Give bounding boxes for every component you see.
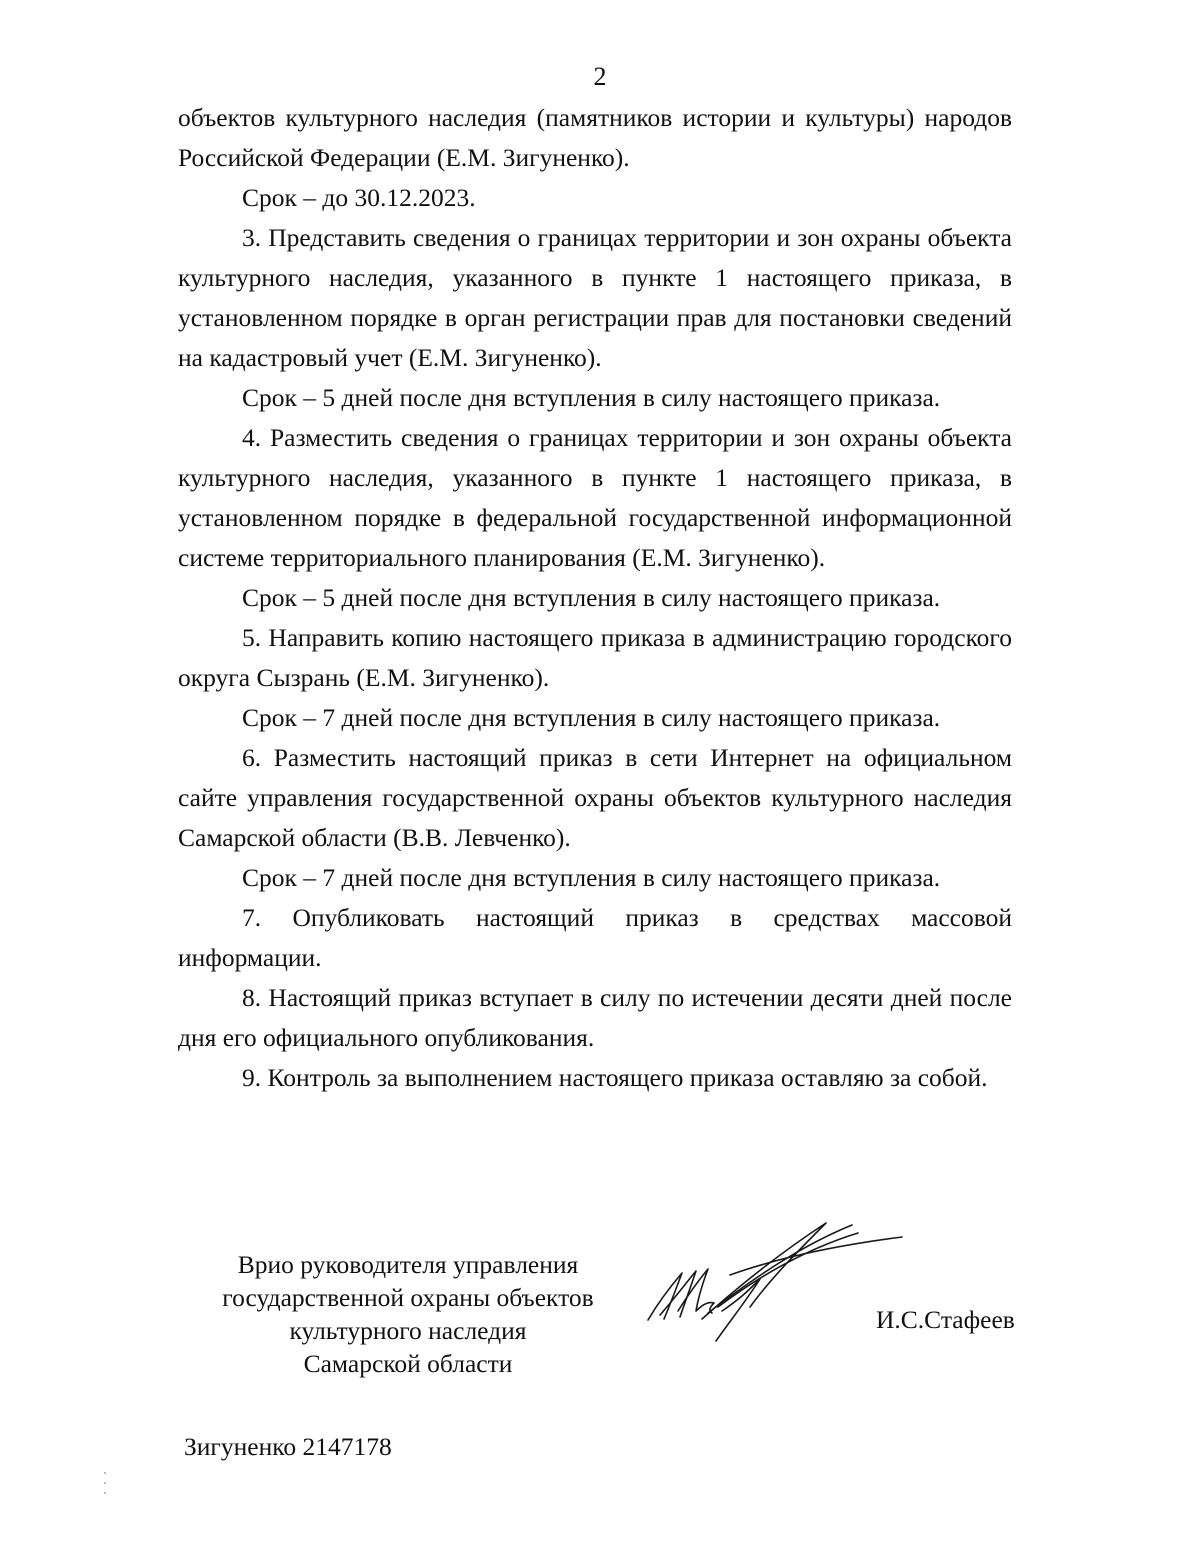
handwritten-signature: [630, 1215, 910, 1355]
deadline-4: Срок – 5 дней после дня вступления в силу настоящего приказа.: [242, 583, 941, 612]
paragraph-item-5: 5. Направить копию настоящего приказа в администрацию городского округа Сызрань (Е.М. Зигуненко).: [178, 623, 1012, 692]
signatory-position: [198, 1248, 618, 1380]
scan-artifact: [104, 1482, 106, 1484]
deadline-1: Срок – до 30.12.2023.: [242, 183, 476, 212]
deadline-6: Срок – 7 дней после дня вступления в силу настоящего приказа.: [242, 863, 941, 892]
position-line: государственной охраны объектов: [222, 1283, 594, 1312]
paragraph-item-6: 6. Разместить настоящий приказ в сети Интернет на официальном сайте управления государственной охраны объектов культурного наследия Самарской области (В.В. Левченко).: [178, 743, 1012, 852]
paragraph-item-3: 3. Представить сведения о границах территории и зон охраны объекта культурного наследия, указанного в пункте 1 настоящего приказа, в установленном порядке в орган регистрации прав для постановки сведений на кадастровый учет (Е.М. Зигуненко).: [178, 223, 1012, 372]
executor-note: Зигуненко 2147178: [184, 1432, 392, 1461]
position-line: Врио руководителя управления: [237, 1250, 579, 1279]
paragraph-item-9: 9. Контроль за выполнением настоящего приказа оставляю за собой.: [242, 1063, 988, 1092]
deadline-5: Срок – 7 дней после дня вступления в силу настоящего приказа.: [242, 703, 941, 732]
position-line: культурного наследия: [289, 1316, 527, 1345]
paragraph-continuation: объектов культурного наследия (памятников истории и культуры) народов Российской Федерации (Е.М. Зигуненко).: [178, 103, 1012, 172]
deadline-3: Срок – 5 дней после дня вступления в силу настоящего приказа.: [242, 383, 941, 412]
paragraph-item-8: 8. Настоящий приказ вступает в силу по истечении десяти дней после дня его официального опубликования.: [178, 983, 1012, 1052]
signer-name: И.С.Стафеев: [876, 1305, 1015, 1334]
paragraph-item-4: 4. Разместить сведения о границах территории и зон охраны объекта культурного наследия, указанного в пункте 1 настоящего приказа, в установленном порядке в федеральной государственной информационной системе территориального планирования (Е.М. Зигуненко).: [178, 423, 1012, 572]
scan-artifact: [104, 1492, 106, 1494]
paragraph-item-7: 7. Опубликовать настоящий приказ в средствах массовой информации.: [178, 903, 1012, 972]
page-number: 2: [593, 62, 607, 91]
document-body: [178, 98, 1012, 1098]
scan-artifact: [104, 1472, 106, 1474]
position-line: Самарской области: [303, 1349, 513, 1378]
